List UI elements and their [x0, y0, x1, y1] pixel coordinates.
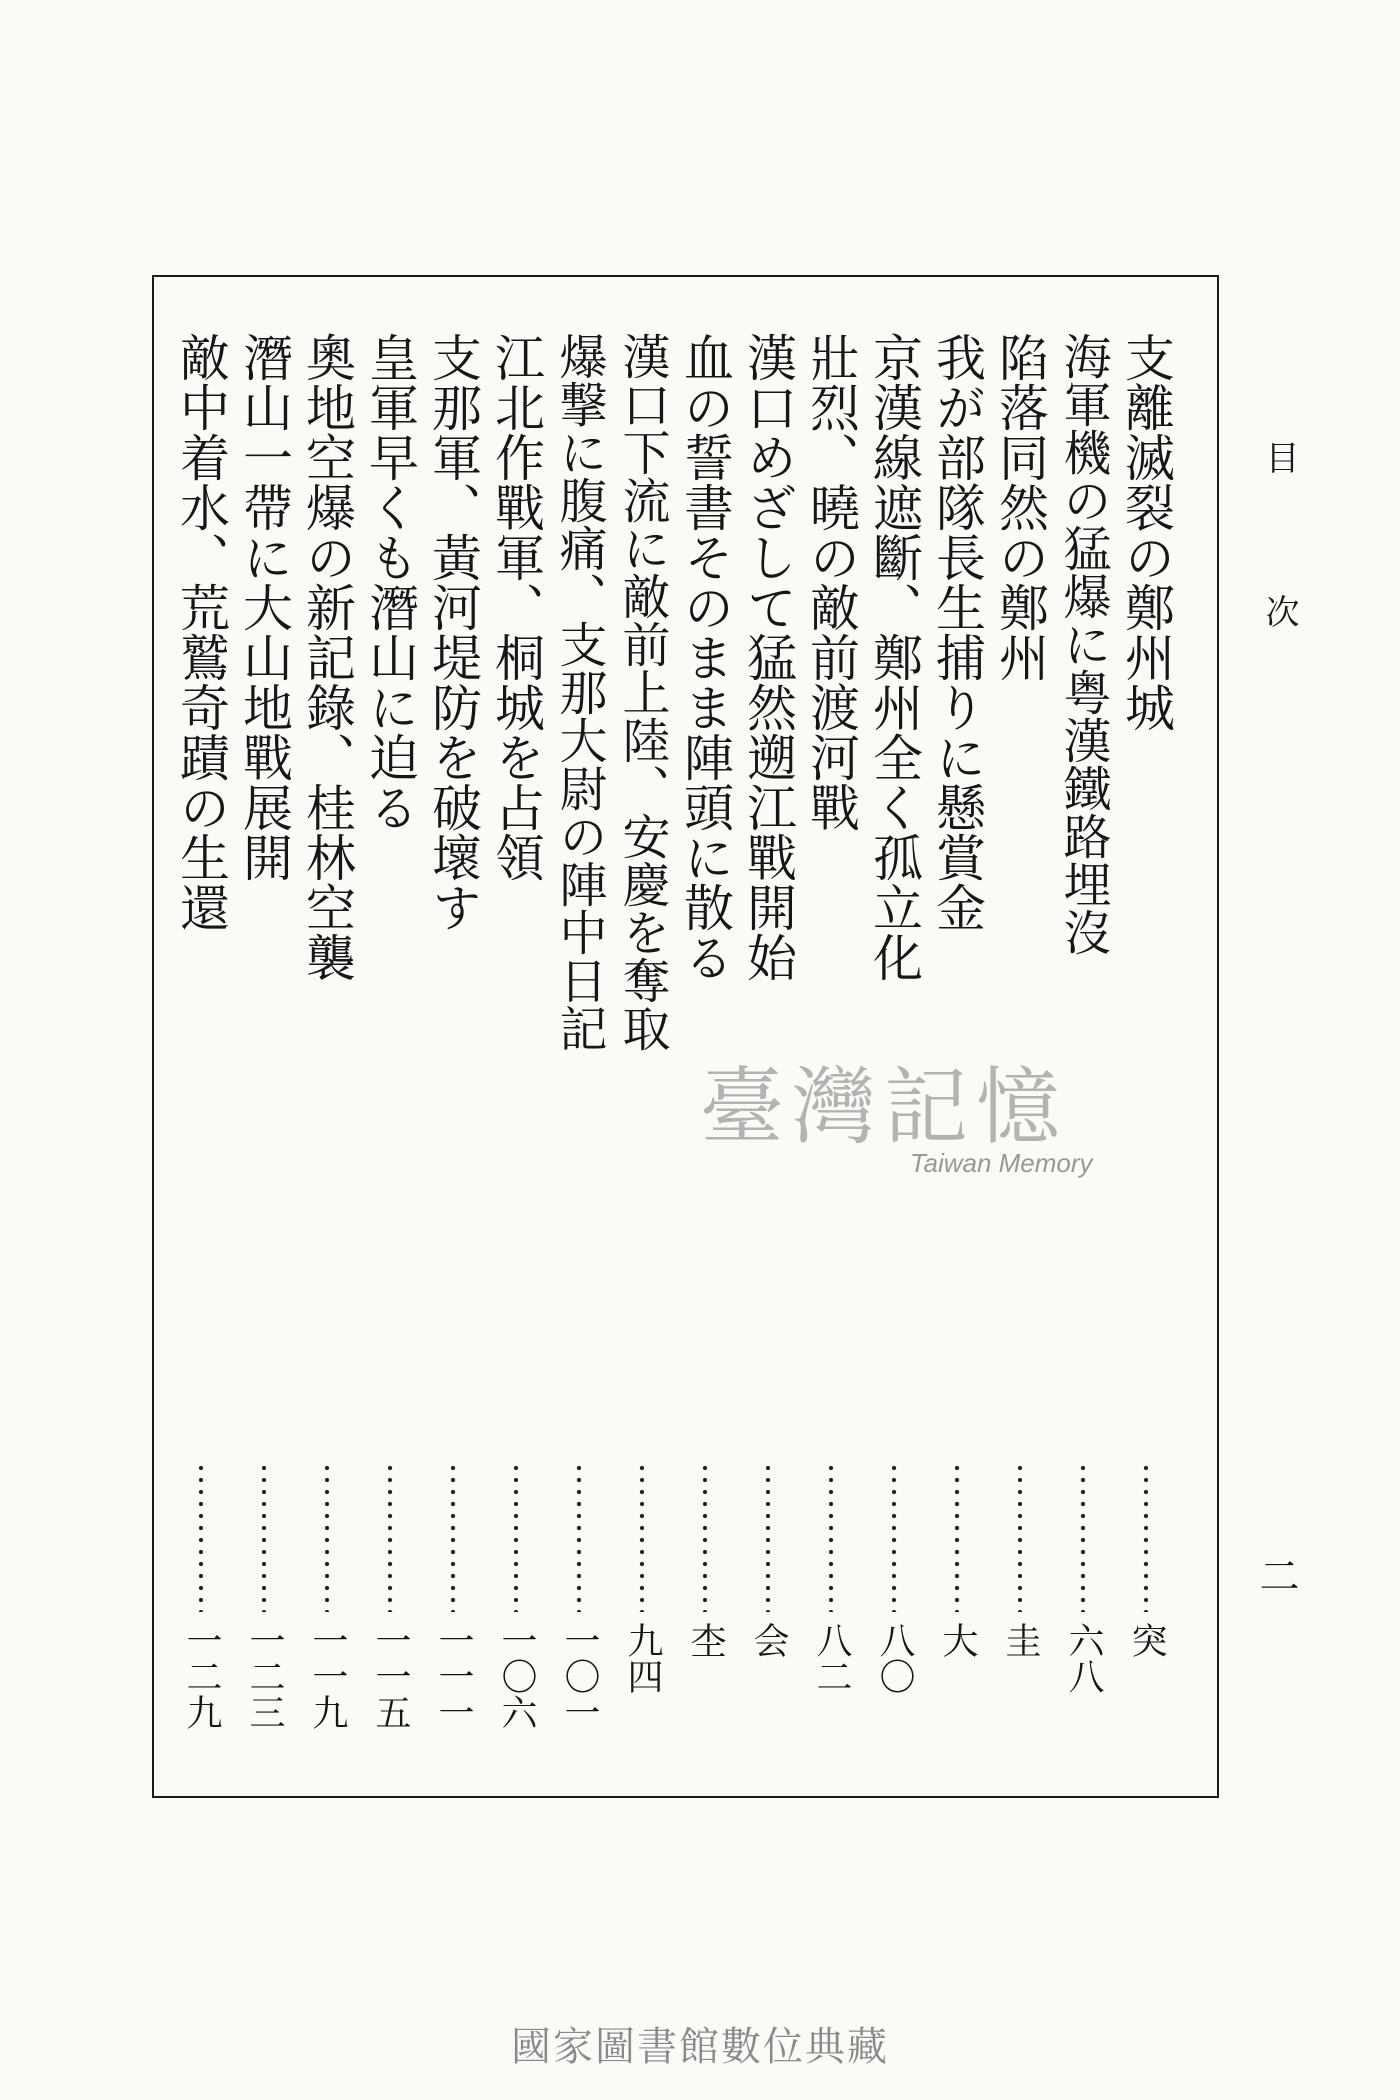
- toc-entry-page: 一一五: [370, 1622, 411, 1730]
- leader-dots: [701, 1462, 709, 1612]
- leader-dots: [827, 1462, 835, 1612]
- toc-entry[interactable]: [484, 332, 548, 1772]
- toc-entry-page: 大: [937, 1622, 978, 1658]
- toc-entry-title: 奧地空爆の新記錄、桂林空襲: [298, 332, 356, 982]
- toc-entry[interactable]: [547, 332, 611, 1772]
- toc-entry-title: 陷落同然の鄭州: [991, 332, 1049, 682]
- toc-entry-title: 潛山一帶に大山地戰展開: [235, 332, 293, 882]
- leader-dots: [1016, 1462, 1024, 1612]
- footer-credit: 國家圖書館數位典藏: [511, 2024, 889, 2070]
- toc-entry-page: 一一九: [307, 1622, 348, 1730]
- leader-dots: [512, 1462, 520, 1612]
- toc-entry[interactable]: [295, 332, 359, 1772]
- toc-entry-title: 壯烈、曉の敵前渡河戰: [802, 332, 860, 832]
- toc-entry-title: 敵中着水、荒鷲奇蹟の生還: [172, 332, 230, 932]
- toc-entry[interactable]: [232, 332, 296, 1772]
- toc-entry-title: 皇軍早くも潛山に迫る: [361, 332, 419, 832]
- toc-entry-title: 支離滅裂の鄭州城: [1117, 332, 1175, 732]
- toc-entry-page: 会: [748, 1622, 789, 1658]
- leader-dots: [1142, 1462, 1150, 1612]
- leader-dots: [260, 1462, 268, 1612]
- toc-entry[interactable]: [610, 332, 674, 1772]
- toc-entry-page: 圭: [1000, 1622, 1041, 1658]
- toc-entry[interactable]: [169, 332, 233, 1772]
- running-head: 目次: [1259, 440, 1299, 748]
- leader-dots: [638, 1462, 646, 1612]
- leader-dots: [764, 1462, 772, 1612]
- watermark-english: Taiwan Memory: [910, 1148, 1093, 1178]
- toc-entry-page: 一二三: [244, 1622, 285, 1730]
- toc-entry-title: 漢口下流に敵前上陸、安慶を奪取: [614, 332, 670, 1052]
- toc-entry-page: 一一一: [433, 1622, 474, 1730]
- toc-entry-title: 血の誓書そのまま陣頭に散る: [676, 332, 734, 982]
- toc-entry-title: 江北作戰軍、桐城を占領: [487, 332, 545, 882]
- leader-dots: [449, 1462, 457, 1612]
- toc-entry-page: 一二九: [181, 1622, 222, 1730]
- toc-entry-title: 京漢線遮斷、鄭州全く孤立化: [865, 332, 923, 982]
- toc-entry-page: 一〇一: [559, 1622, 600, 1730]
- leader-dots: [890, 1462, 898, 1612]
- toc-entry-title: 漢口めざして猛然遡江戰開始: [739, 332, 797, 982]
- toc-entry-page: 九四: [622, 1622, 663, 1694]
- watermark-chinese: 臺灣記憶: [700, 1058, 1069, 1156]
- leader-dots: [197, 1462, 205, 1612]
- watermark: [700, 1040, 1140, 1190]
- toc-entry-title: 支那軍、黃河堤防を破壞す: [424, 332, 482, 932]
- toc-entry-title: 爆撃に腹痛、支那大尉の陣中日記: [551, 332, 607, 1052]
- toc-entry-title: 我が部隊長生捕りに懸賞金: [928, 332, 986, 932]
- toc-entry-page: 六八: [1063, 1622, 1104, 1694]
- page-number: 二: [1253, 1555, 1299, 1595]
- toc-entry-page: 突: [1126, 1622, 1167, 1658]
- toc-frame: [152, 275, 1219, 1798]
- toc-entry-page: 八〇: [874, 1622, 915, 1694]
- toc-entry[interactable]: [421, 332, 485, 1772]
- toc-entry-page: 杢: [685, 1622, 726, 1658]
- leader-dots: [953, 1462, 961, 1612]
- toc-entry-title: 海軍機の猛爆に粤漢鐵路埋沒: [1055, 332, 1111, 956]
- leader-dots: [386, 1462, 394, 1612]
- toc-entry-page: 八二: [811, 1622, 852, 1694]
- leader-dots: [323, 1462, 331, 1612]
- leader-dots: [1079, 1462, 1087, 1612]
- leader-dots: [575, 1462, 583, 1612]
- toc-entry[interactable]: [358, 332, 422, 1772]
- toc-entry-page: 一〇六: [496, 1622, 537, 1730]
